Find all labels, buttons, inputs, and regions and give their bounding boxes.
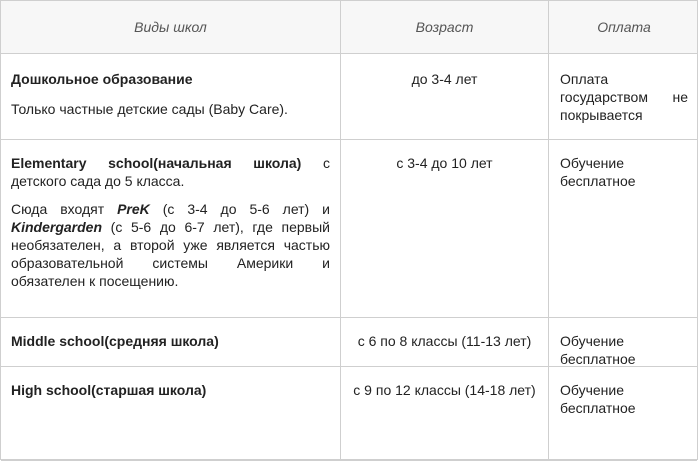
school-type-title: Elementary school(начальная школа) (11, 155, 302, 171)
table-row (1, 140, 697, 318)
school-type-title: High school(старшая школа) (11, 382, 207, 398)
school-type-title-paragraph: Elementary school(начальная школа) с детского сада до 5 класса. (11, 155, 331, 189)
table-row (1, 367, 697, 461)
school-type-description: Сюда входят PreK (с 3-4 до 5-6 лет) и Kindergarden (с 5-6 до 6-7 лет), где первый необязателен, а второй уже является частью образовательной системы Америки и обязателен к посещению. (11, 201, 330, 289)
age-cell: с 3-4 до 10 лет (341, 140, 549, 317)
header-school-types: Виды школ (1, 1, 341, 53)
age-cell: с 9 по 12 классы (14-18 лет) (341, 367, 549, 460)
prek-label: PreK (117, 201, 150, 217)
school-type-cell (1, 140, 341, 317)
payment-cell: Обучение бесплатное (560, 155, 636, 189)
kindergarden-label: Kindergarden (11, 219, 103, 235)
payment-cell: Обучение бесплатное (560, 382, 636, 416)
school-type-cell (1, 318, 341, 366)
age-cell: с 6 по 8 классы (11-13 лет) (341, 318, 549, 366)
payment-cell: Оплата государством не покрывается (560, 71, 688, 123)
school-type-cell (1, 54, 341, 139)
school-type-title: Дошкольное образование (11, 71, 193, 87)
table-row (1, 318, 697, 367)
table-header (1, 1, 697, 54)
school-type-title: Middle school(средняя школа) (11, 333, 219, 349)
school-type-description: Только частные детские сады (Baby Care). (11, 101, 288, 117)
age-cell: до 3-4 лет (341, 54, 549, 139)
header-payment: Оплата (597, 19, 651, 35)
table-row (1, 54, 697, 140)
school-type-cell (1, 367, 341, 460)
header-age: Возраст (341, 1, 549, 53)
payment-cell: Обучение бесплатное (560, 333, 636, 367)
